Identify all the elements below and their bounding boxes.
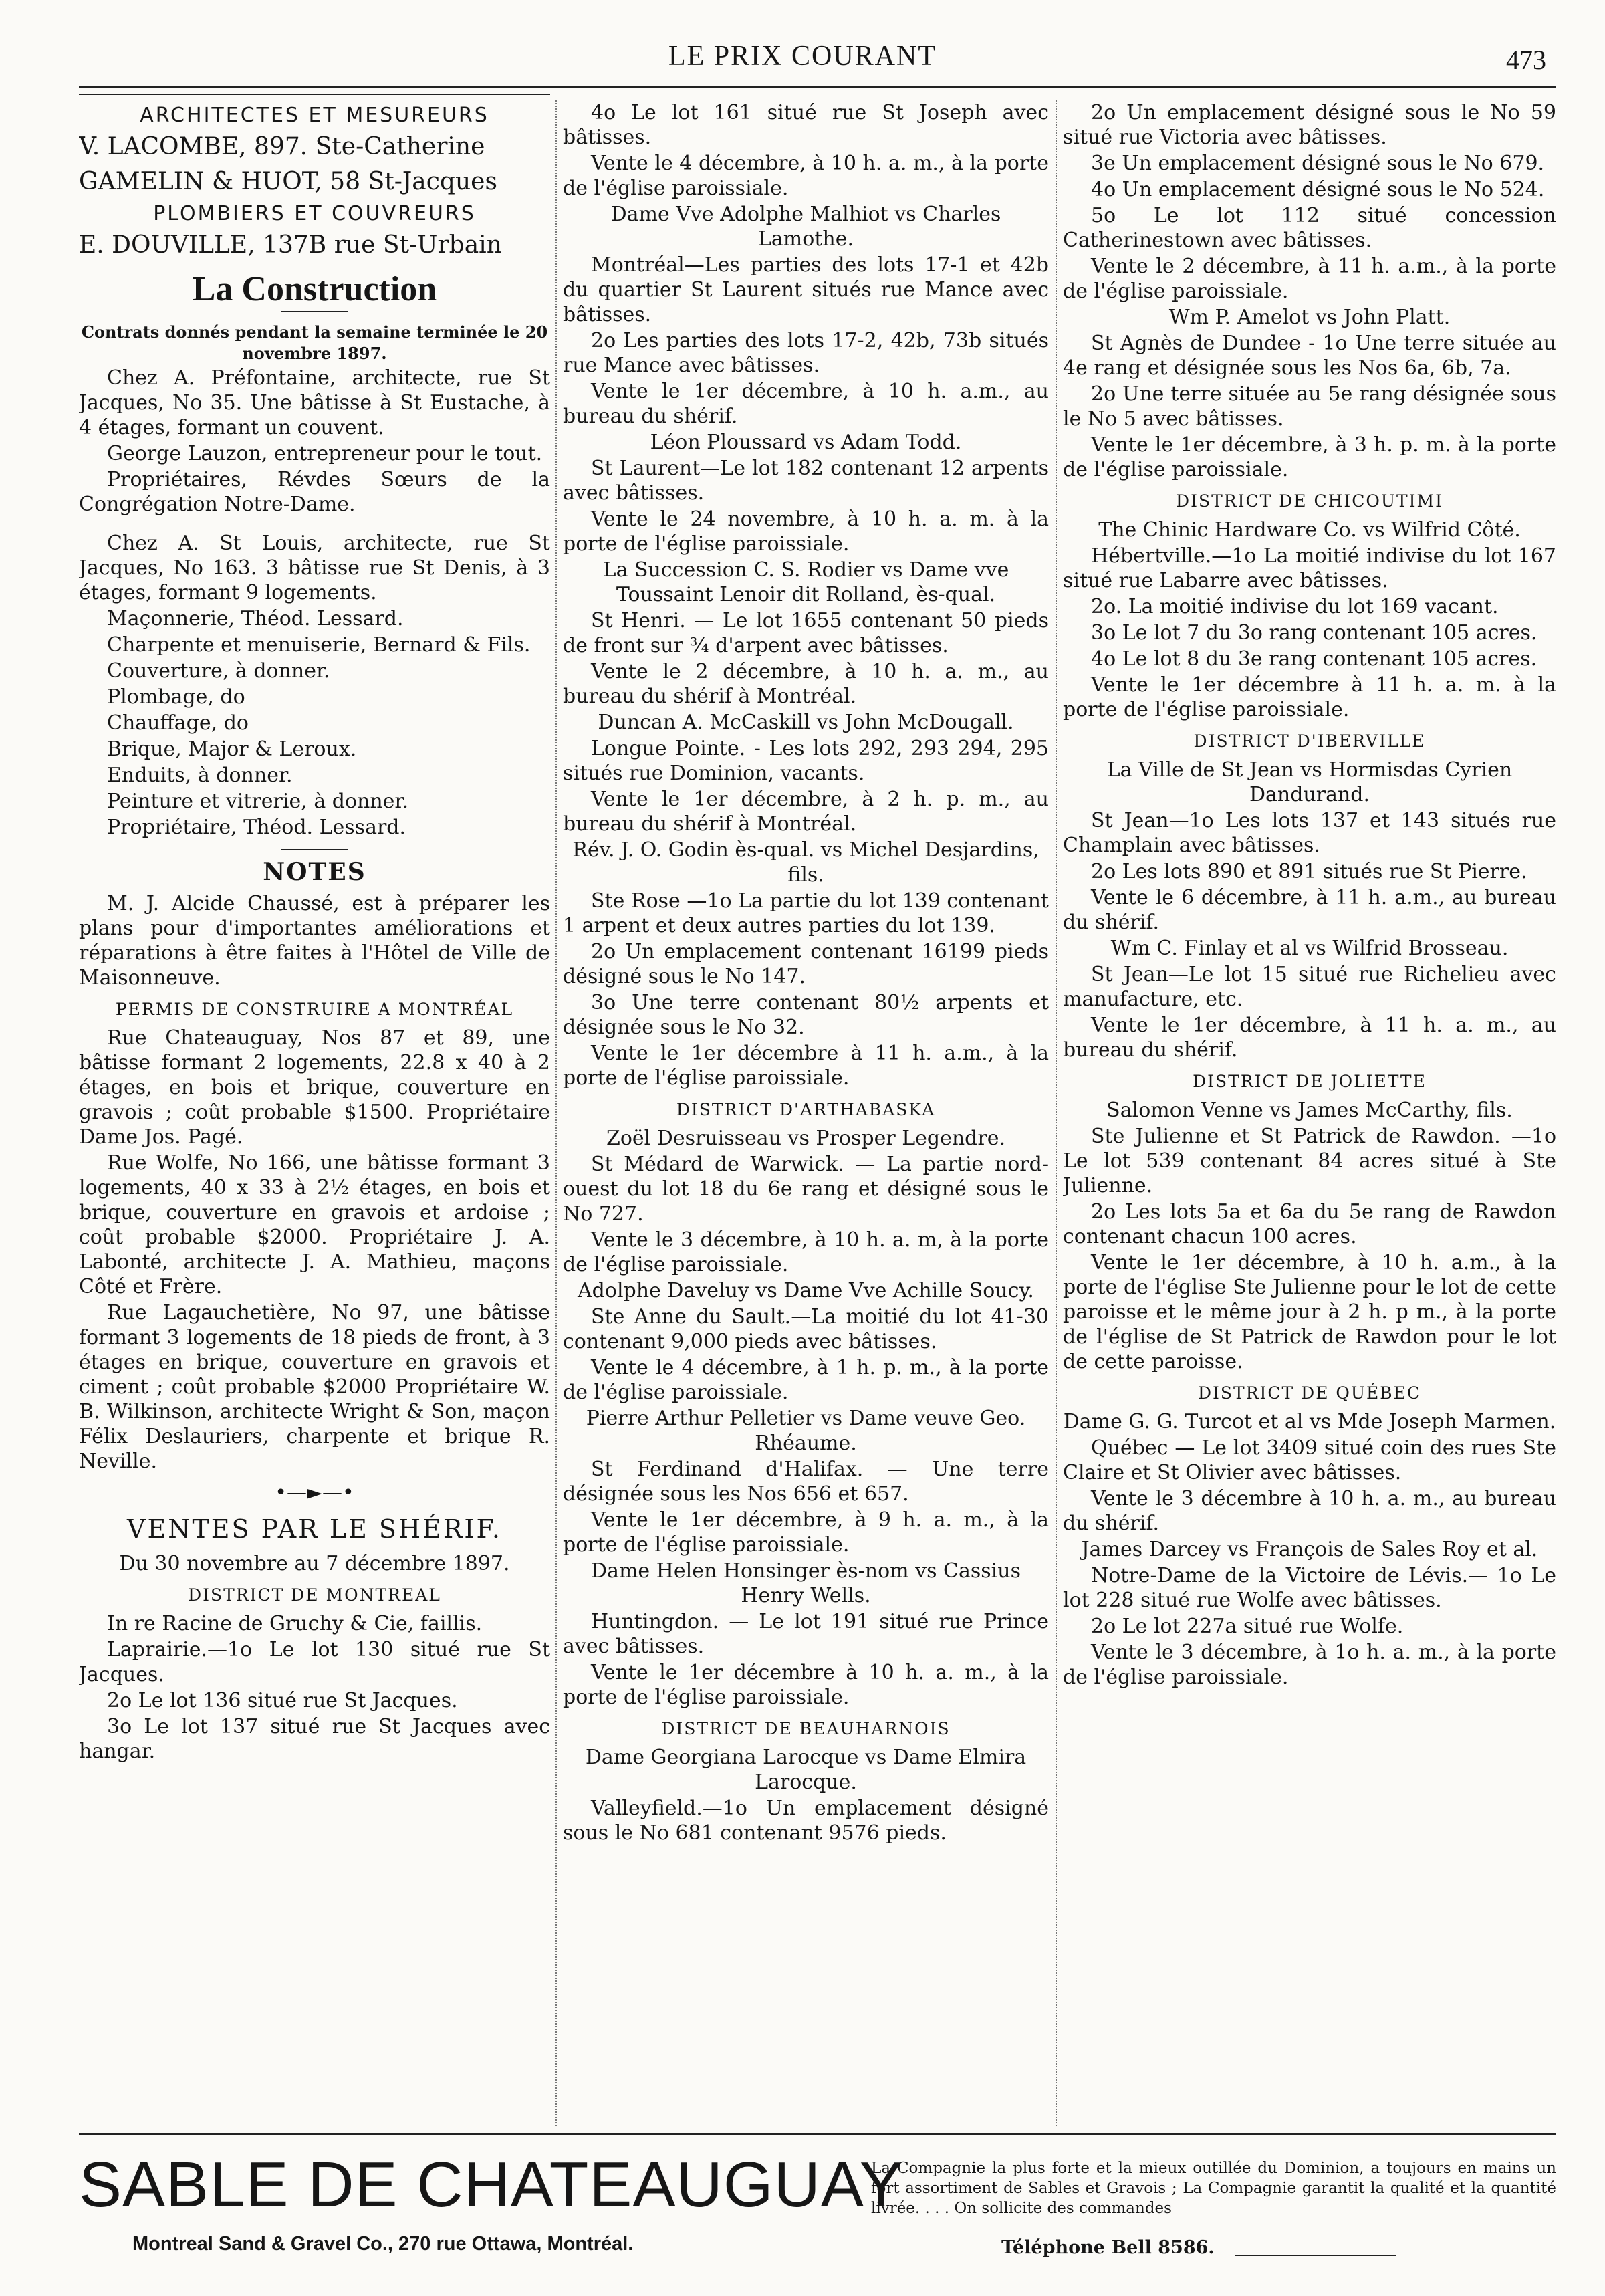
case-title: Léon Ploussard vs Adam Todd. — [650, 431, 962, 454]
paragraph: Chez A. St Louis, architecte, rue St Jacques, No 163. 3 bâtisse rue St Denis, à 3 étages, formant 9 logements. — [79, 532, 550, 604]
paragraph: 2o Le lot 227a situé rue Wolfe. — [1091, 1615, 1404, 1638]
paragraph: Vente le 1er décembre, à 10 h. a.m., à la porte de l'église Ste Julienne pour le lot de cette paroisse et le même jour à 2 h. p m., à la porte de l'église de St Patrick de Rawdon pour le lot de cette paroisse. — [1063, 1251, 1556, 1373]
paragraph: 2o Un emplacement contenant 16199 pieds désigné sous le No 147. — [563, 940, 1049, 988]
paragraph: Vente le 1er décembre à 11 h. a.m., à la porte de l'église paroissiale. — [563, 1042, 1049, 1090]
paragraph: Maçonnerie, Théod. Lessard. — [107, 607, 404, 630]
paragraph: George Lauzon, entrepreneur pour le tout. — [107, 442, 543, 465]
paragraph: Vente le 24 novembre, à 10 h. a. m. à la porte de l'église paroissiale. — [563, 507, 1049, 556]
district-heading: DISTRICT DE CHICOUTIMI — [1176, 491, 1443, 511]
ad-brand: SABLE DE CHATEAUGUAY — [79, 2149, 903, 2220]
paragraph: 3o Le lot 7 du 3o rang contenant 105 acres. — [1091, 621, 1537, 645]
paragraph: Vente le 3 décembre à 10 h. a. m., au bureau du shérif. — [1063, 1487, 1556, 1535]
paragraph: Ste Julienne et St Patrick de Rawdon. —1o Le lot 539 contenant 84 acres situé à Ste Julienne. — [1063, 1125, 1556, 1197]
case-title: Du 30 novembre au 7 décembre 1897. — [119, 1552, 510, 1575]
paragraph: Hébertville.—1o La moitié indivise du lot 167 situé rue Labarre avec bâtisses. — [1063, 544, 1556, 592]
paragraph: Plombage, do — [107, 685, 245, 709]
case-title: James Darcey vs François de Sales Roy et al. — [1081, 1538, 1538, 1561]
paragraph: Vente le 4 décembre, à 1 h. p. m., à la porte de l'église paroissiale. — [563, 1356, 1049, 1404]
paragraph: 2o Les parties des lots 17-2, 42b, 73b situés rue Mance avec bâtisses. — [563, 329, 1049, 377]
paragraph: 2o Les lots 5a et 6a du 5e rang de Rawdon contenant chacun 100 acres. — [1063, 1200, 1556, 1248]
paragraph: Vente le 3 décembre, à 1o h. a. m., à la porte de l'église paroissiale. — [1063, 1641, 1556, 1689]
paragraph: M. J. Alcide Chaussé, est à préparer les plans pour d'importantes améliorations et réparations à être faites à l'Hôtel de Ville de Maisonneuve. — [79, 892, 550, 990]
paragraph: Ste Rose —1o La partie du lot 139 contenant 1 arpent et deux autres parties du lot 139. — [563, 889, 1049, 937]
case-title: La Succession C. S. Rodier vs Dame vve Toussaint Lenoir dit Rolland, ès-qual. — [602, 558, 1009, 606]
ad-address: Montreal Sand & Gravel Co., 270 rue Ottawa, Montréal. — [132, 2233, 634, 2255]
paragraph: St Agnès de Dundee - 1o Une terre située au 4e rang et désignée sous les Nos 6a, 6b, 7a. — [1063, 332, 1556, 380]
paragraph: Notre-Dame de la Victoire de Lévis.— 1o Le lot 228 situé rue Wolfe avec bâtisses. — [1063, 1564, 1556, 1612]
page-header — [0, 40, 1605, 87]
district-heading: DISTRICT DE BEAUHARNOIS — [661, 1719, 951, 1738]
paragraph: Rue Chateauguay, Nos 87 et 89, une bâtisse formant 2 logements, 22.8 x 40 à 2 étages, en bois et brique, couverture en gravois ; coût probable $1500. Propriétaire Dame Jos. Pagé. — [79, 1026, 550, 1149]
paragraph: Montréal—Les parties des lots 17-1 et 42b du quartier St Laurent situés rue Mance avec bâtisses. — [563, 253, 1049, 326]
case-title: Rév. J. O. Godin ès-qual. vs Michel Desjardins, fils. — [572, 838, 1039, 887]
paragraph: St Ferdinand d'Halifax. — Une terre désignée sous les Nos 656 et 657. — [563, 1458, 1049, 1506]
section-heading: PLOMBIERS ET COUVREURS — [153, 202, 476, 225]
case-title: The Chinic Hardware Co. vs Wilfrid Côté. — [1098, 518, 1521, 542]
ad-telephone: Téléphone Bell 8586. — [1001, 2237, 1215, 2258]
telephone-underline — [1235, 2255, 1396, 2256]
paragraph: 2o Une terre située au 5e rang désignée sous le No 5 avec bâtisses. — [1063, 382, 1556, 431]
paragraph: 2o. La moitié indivise du lot 169 vacant. — [1091, 595, 1499, 618]
ventes-heading: VENTES PAR LE SHÉRIF. — [127, 1514, 502, 1544]
paragraph: Vente le 1er décembre à 10 h. a. m., à la porte de l'église paroissiale. — [563, 1661, 1049, 1709]
advertisement-rule — [79, 2133, 1556, 2135]
case-title: Salomon Venne vs James McCarthy, fils. — [1106, 1099, 1513, 1122]
case-title: Wm C. Finlay et al vs Wilfrid Brosseau. — [1110, 937, 1509, 960]
paragraph: Couverture, à donner. — [107, 659, 330, 683]
paragraph: 2o Les lots 890 et 891 situés rue St Pierre. — [1091, 860, 1527, 883]
district-heading: PERMIS DE CONSTRUIRE A MONTRÉAL — [115, 1000, 514, 1019]
paragraph: Ste Anne du Sault.—La moitié du lot 41-30 contenant 9,000 pieds avec bâtisses. — [563, 1305, 1049, 1353]
paragraph: Charpente et menuiserie, Bernard & Fils. — [107, 633, 531, 657]
case-title: Adolphe Daveluy vs Dame Vve Achille Soucy. — [578, 1279, 1034, 1302]
paragraph: Québec — Le lot 3409 situé coin des rues Ste Claire et St Olivier avec bâtisses. — [1063, 1436, 1556, 1484]
paragraph: St Laurent—Le lot 182 contenant 12 arpents avec bâtisses. — [563, 457, 1049, 505]
case-title: Dame Helen Honsinger ès-nom vs Cassius Henry Wells. — [591, 1559, 1021, 1607]
case-title: Duncan A. McCaskill vs John McDougall. — [598, 711, 1014, 734]
paragraph: 3o Le lot 137 situé rue St Jacques avec hangar. — [79, 1715, 550, 1763]
paragraph: 2o Un emplacement désigné sous le No 59 situé rue Victoria avec bâtisses. — [1063, 101, 1556, 149]
paragraph: Vente le 1er décembre, à 3 h. p. m. à la porte de l'église paroissiale. — [1063, 433, 1556, 481]
paragraph: Vente le 3 décembre, à 10 h. a. m, à la porte de l'église paroissiale. — [563, 1228, 1049, 1276]
case-title: La Ville de St Jean vs Hormisdas Cyrien Dandurand. — [1106, 758, 1513, 806]
section-subtitle: Contrats donnés pendant la semaine terminée le 20 novembre 1897. — [81, 322, 548, 363]
page-number: 473 — [1506, 45, 1546, 75]
directory-entry: GAMELIN & HUOT, 58 St-Jacques — [79, 168, 497, 195]
directory-entry: V. LACOMBE, 897. Ste-Catherine — [79, 133, 485, 160]
paragraph: 4o Le lot 161 situé rue St Joseph avec bâtisses. — [563, 101, 1049, 149]
paragraph: Enduits, à donner. — [107, 764, 293, 787]
paragraph: Propriétaire, Théod. Lessard. — [107, 816, 406, 839]
paragraph: St Jean—Le lot 15 situé rue Richelieu avec manufacture, etc. — [1063, 963, 1556, 1011]
directory-entry: E. DOUVILLE, 137B rue St-Urbain — [79, 231, 502, 259]
case-title: Pierre Arthur Pelletier vs Dame veuve Geo. Rhéaume. — [586, 1407, 1026, 1455]
section-heading: ARCHITECTES ET MESUREURS — [140, 104, 489, 127]
case-title: Dame G. G. Turcot et al vs Mde Joseph Marmen. — [1063, 1410, 1556, 1433]
paragraph: Rue Lagauchetière, No 97, une bâtisse formant 3 logements de 18 pieds de front, à 3 étages en brique, couverture en gravois et ciment ; coût probable $2000 Propriétaire W. B. Wilkinson, architecte Wright & Son, maçon Félix Deslauriers, charpente et brique R. Neville. — [79, 1301, 550, 1473]
paragraph: Vente le 1er décembre, à 11 h. a. m., au bureau du shérif. — [1063, 1014, 1556, 1062]
column-left — [79, 100, 550, 2126]
case-title: Wm P. Amelot vs John Platt. — [1168, 306, 1451, 329]
notes-heading: NOTES — [263, 858, 366, 886]
paragraph: Vente le 4 décembre, à 10 h. a. m., à la porte de l'église paroissiale. — [563, 152, 1049, 200]
journal-title: LE PRIX COURANT — [668, 41, 937, 72]
paragraph: 4o Un emplacement désigné sous le No 524. — [1091, 178, 1545, 201]
paragraph: Vente le 1er décembre, à 2 h. p. m., au bureau du shérif à Montréal. — [563, 788, 1049, 836]
paragraph: Vente le 1er décembre, à 10 h. a.m., au bureau du shérif. — [563, 380, 1049, 428]
case-title: Dame Georgiana Larocque vs Dame Elmira Larocque. — [585, 1746, 1027, 1794]
paragraph: 4o Le lot 8 du 3e rang contenant 105 acres. — [1091, 647, 1537, 671]
paragraph: Peinture et vitrerie, à donner. — [107, 790, 408, 813]
paragraph: Longue Pointe. - Les lots 292, 293 294, 295 situés rue Dominion, vacants. — [563, 737, 1049, 785]
ad-message: La Compagnie la plus forte et la mieux outillée du Dominion, a toujours en mains un fort assortiment de Sables et Gravois ; La Compagnie garantit la qualité et la quantité livrée. . . . On sollicite des commandes — [871, 2160, 1556, 2217]
header-rule-second — [79, 94, 550, 95]
paragraph: 5o Le lot 112 situé concession Catherinestown avec bâtisses. — [1063, 204, 1556, 252]
paragraph: Chauffage, do — [107, 711, 249, 735]
column-middle — [563, 100, 1049, 2126]
district-heading: DISTRICT D'IBERVILLE — [1193, 731, 1426, 751]
paragraph: Vente le 1er décembre à 11 h. a. m. à la porte de l'église paroissiale. — [1063, 673, 1556, 721]
district-heading: DISTRICT DE JOLIETTE — [1193, 1072, 1427, 1091]
paragraph: Vente le 2 décembre, à 11 h. a.m., à la porte de l'église paroissiale. — [1063, 255, 1556, 303]
district-heading: DISTRICT D'ARTHABASKA — [676, 1100, 936, 1119]
district-heading: DISTRICT DE QUÉBEC — [1198, 1383, 1421, 1403]
paragraph: St Jean—1o Les lots 137 et 143 situés rue Champlain avec bâtisses. — [1063, 809, 1556, 857]
ornament: •—►—• — [275, 1481, 354, 1504]
column-divider — [1056, 100, 1057, 2126]
separator — [281, 849, 348, 850]
paragraph: In re Racine de Gruchy & Cie, faillis. — [107, 1612, 483, 1635]
advertisement — [79, 2133, 1556, 2267]
paragraph: Huntingdon. — Le lot 191 situé rue Prince avec bâtisses. — [563, 1610, 1049, 1658]
paragraph: Vente le 2 décembre, à 10 h. a. m., au bureau du shérif à Montréal. — [563, 660, 1049, 708]
separator — [281, 311, 348, 312]
column-right — [1063, 100, 1556, 2126]
paragraph: Laprairie.—1o Le lot 130 situé rue St Jacques. — [79, 1638, 550, 1686]
paragraph: 3e Un emplacement désigné sous le No 679. — [1091, 152, 1545, 175]
section-title: La Construction — [192, 270, 437, 308]
paragraph: Brique, Major & Leroux. — [107, 737, 357, 761]
paragraph: Propriétaires, Révdes Sœurs de la Congrégation Notre-Dame. — [79, 468, 550, 516]
header-rule — [79, 86, 1556, 88]
paragraph: Valleyfield.—1o Un emplacement désigné sous le No 681 contenant 9576 pieds. — [563, 1797, 1049, 1845]
case-title: Zoël Desruisseau vs Prosper Legendre. — [606, 1127, 1006, 1150]
paragraph: St Henri. — Le lot 1655 contenant 50 pieds de front sur ¾ d'arpent avec bâtisses. — [563, 609, 1049, 657]
case-title: Dame Vve Adolphe Malhiot vs Charles Lamothe. — [610, 203, 1001, 251]
paragraph: Rue Wolfe, No 166, une bâtisse formant 3 logements, 40 x 33 à 2½ étages, en bois et brique, couverture en gravois et ardoise ; coût probable $2000. Propriétaire J. A. Labonté, architecte J. A. Mathieu, maçons Côté et Frère. — [79, 1151, 550, 1298]
paragraph: Vente le 1er décembre, à 9 h. a. m., à la porte de l'église paroissiale. — [563, 1508, 1049, 1557]
district-heading: DISTRICT DE MONTREAL — [188, 1585, 441, 1605]
paragraph: Vente le 6 décembre, à 11 h. a.m., au bureau du shérif. — [1063, 886, 1556, 934]
column-divider — [555, 100, 557, 2126]
paragraph: St Médard de Warwick. — La partie nord-ouest du lot 18 du 6e rang et désigné sous le No 727. — [563, 1153, 1049, 1226]
paragraph: 3o Une terre contenant 80½ arpents et désignée sous le No 32. — [563, 991, 1049, 1039]
paragraph: 2o Le lot 136 situé rue St Jacques. — [107, 1689, 458, 1712]
paragraph: Chez A. Préfontaine, architecte, rue St Jacques, No 35. Une bâtisse à St Eustache, à 4 étages, formant un couvent. — [79, 366, 550, 439]
